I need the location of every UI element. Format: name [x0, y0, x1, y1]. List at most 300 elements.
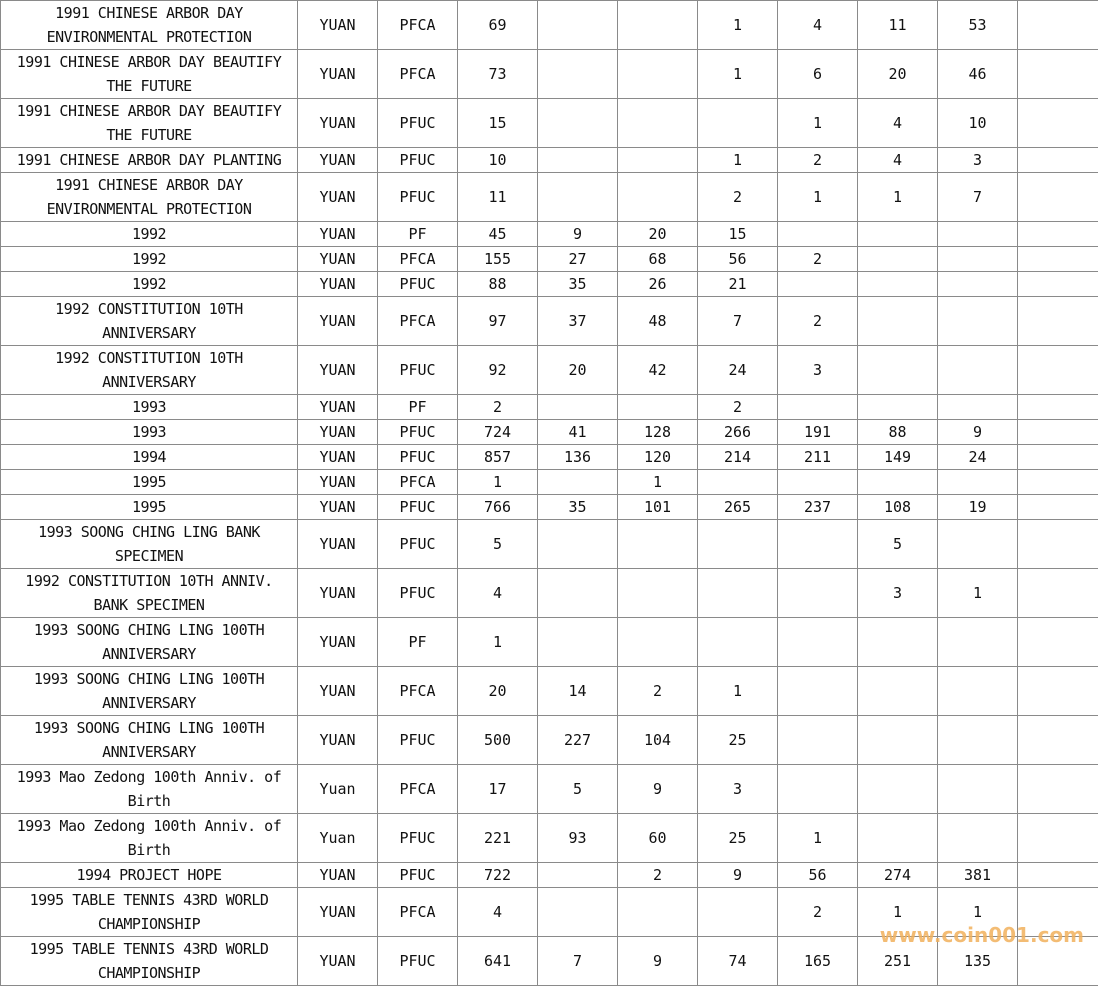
grade-cell: PFCA: [378, 470, 458, 495]
count-cell-2: 101: [618, 495, 698, 520]
count-cell-4: [778, 716, 858, 765]
name-cell: 1994 PROJECT HOPE: [1, 863, 298, 888]
count-cell-3: 25: [698, 716, 778, 765]
count-cell-6: [938, 470, 1018, 495]
unit-cell: YUAN: [298, 50, 378, 99]
total-cell: 500: [458, 716, 538, 765]
total-cell: 4: [458, 888, 538, 937]
count-cell-3: [698, 520, 778, 569]
count-cell-3: 9: [698, 863, 778, 888]
name-cell: 1991 CHINESE ARBOR DAY BEAUTIFY THE FUTURE: [1, 99, 298, 148]
count-cell-5: [858, 395, 938, 420]
grade-cell: PFUC: [378, 495, 458, 520]
count-cell-2: 9: [618, 937, 698, 986]
table-row: [1, 888, 1098, 937]
count-cell-2: 120: [618, 445, 698, 470]
count-cell-5: [858, 346, 938, 395]
table-row: [1, 470, 1098, 495]
count-cell-3: [698, 470, 778, 495]
grade-cell: PFUC: [378, 272, 458, 297]
count-cell-3: 21: [698, 272, 778, 297]
count-cell-4: 191: [778, 420, 858, 445]
name-cell: 1991 CHINESE ARBOR DAY BEAUTIFY THE FUTURE: [1, 50, 298, 99]
count-cell-2: [618, 395, 698, 420]
count-cell-5: 5: [858, 520, 938, 569]
count-cell-2: [618, 618, 698, 667]
name-cell: 1995: [1, 470, 298, 495]
grade-cell: PFUC: [378, 445, 458, 470]
count-cell-4: [778, 765, 858, 814]
count-cell-7: [1018, 99, 1098, 148]
count-cell-5: 88: [858, 420, 938, 445]
table-row: [1, 297, 1098, 346]
count-cell-1: 227: [538, 716, 618, 765]
name-cell: 1992 CONSTITUTION 10TH ANNIVERSARY: [1, 346, 298, 395]
grade-cell: PFUC: [378, 173, 458, 222]
count-cell-7: [1018, 667, 1098, 716]
count-cell-4: [778, 520, 858, 569]
count-cell-2: 2: [618, 863, 698, 888]
grade-cell: PFUC: [378, 148, 458, 173]
count-cell-2: [618, 888, 698, 937]
total-cell: 641: [458, 937, 538, 986]
unit-cell: YUAN: [298, 272, 378, 297]
unit-cell: YUAN: [298, 569, 378, 618]
count-cell-3: 1: [698, 148, 778, 173]
count-cell-4: 1: [778, 173, 858, 222]
count-cell-4: 2: [778, 297, 858, 346]
total-cell: 766: [458, 495, 538, 520]
table-row: [1, 618, 1098, 667]
count-cell-3: 25: [698, 814, 778, 863]
count-cell-2: 20: [618, 222, 698, 247]
count-cell-1: [538, 50, 618, 99]
count-cell-4: 1: [778, 99, 858, 148]
unit-cell: Yuan: [298, 814, 378, 863]
total-cell: 722: [458, 863, 538, 888]
count-cell-2: 104: [618, 716, 698, 765]
count-cell-1: [538, 148, 618, 173]
unit-cell: YUAN: [298, 420, 378, 445]
count-cell-6: 1: [938, 888, 1018, 937]
count-cell-4: 4: [778, 1, 858, 50]
table-row: [1, 148, 1098, 173]
count-cell-6: [938, 667, 1018, 716]
count-cell-3: 1: [698, 667, 778, 716]
count-cell-1: 7: [538, 937, 618, 986]
count-cell-5: [858, 716, 938, 765]
unit-cell: YUAN: [298, 148, 378, 173]
count-cell-4: [778, 618, 858, 667]
count-cell-7: [1018, 395, 1098, 420]
count-cell-5: 4: [858, 148, 938, 173]
count-cell-7: [1018, 346, 1098, 395]
count-cell-6: [938, 765, 1018, 814]
count-cell-5: [858, 297, 938, 346]
count-cell-2: [618, 148, 698, 173]
count-cell-1: [538, 470, 618, 495]
count-cell-6: [938, 297, 1018, 346]
count-cell-6: 3: [938, 148, 1018, 173]
count-cell-5: 108: [858, 495, 938, 520]
count-cell-1: [538, 520, 618, 569]
total-cell: 5: [458, 520, 538, 569]
count-cell-1: 35: [538, 272, 618, 297]
count-cell-6: [938, 395, 1018, 420]
grade-cell: PF: [378, 222, 458, 247]
unit-cell: Yuan: [298, 765, 378, 814]
total-cell: 155: [458, 247, 538, 272]
total-cell: 88: [458, 272, 538, 297]
name-cell: 1992: [1, 247, 298, 272]
count-cell-3: [698, 618, 778, 667]
count-cell-5: 149: [858, 445, 938, 470]
count-cell-1: [538, 863, 618, 888]
count-cell-4: 165: [778, 937, 858, 986]
count-cell-3: 1: [698, 1, 778, 50]
count-cell-2: 60: [618, 814, 698, 863]
table-row: [1, 420, 1098, 445]
count-cell-5: [858, 667, 938, 716]
name-cell: 1992 CONSTITUTION 10TH ANNIVERSARY: [1, 297, 298, 346]
count-cell-4: 2: [778, 247, 858, 272]
count-cell-7: [1018, 1, 1098, 50]
count-cell-7: [1018, 569, 1098, 618]
table-row: [1, 937, 1098, 986]
count-cell-6: [938, 272, 1018, 297]
total-cell: 857: [458, 445, 538, 470]
total-cell: 69: [458, 1, 538, 50]
grade-cell: PFUC: [378, 716, 458, 765]
count-cell-1: [538, 888, 618, 937]
total-cell: 724: [458, 420, 538, 445]
table-body: [1, 1, 1098, 986]
name-cell: 1992: [1, 222, 298, 247]
name-cell: 1993 Mao Zedong 100th Anniv. of Birth: [1, 814, 298, 863]
count-cell-7: [1018, 863, 1098, 888]
count-cell-2: 128: [618, 420, 698, 445]
count-cell-1: [538, 618, 618, 667]
count-cell-1: 20: [538, 346, 618, 395]
count-cell-6: 135: [938, 937, 1018, 986]
unit-cell: YUAN: [298, 863, 378, 888]
grade-cell: PFUC: [378, 863, 458, 888]
table-row: [1, 222, 1098, 247]
count-cell-7: [1018, 937, 1098, 986]
count-cell-1: [538, 569, 618, 618]
grade-cell: PFUC: [378, 569, 458, 618]
count-cell-6: 46: [938, 50, 1018, 99]
count-cell-7: [1018, 445, 1098, 470]
table-row: [1, 569, 1098, 618]
count-cell-2: 68: [618, 247, 698, 272]
count-cell-4: 211: [778, 445, 858, 470]
count-cell-6: 10: [938, 99, 1018, 148]
count-cell-3: 266: [698, 420, 778, 445]
count-cell-4: [778, 667, 858, 716]
unit-cell: YUAN: [298, 1, 378, 50]
table-row: [1, 814, 1098, 863]
total-cell: 92: [458, 346, 538, 395]
table-row: [1, 667, 1098, 716]
count-cell-6: 381: [938, 863, 1018, 888]
count-cell-2: 9: [618, 765, 698, 814]
count-cell-5: [858, 618, 938, 667]
unit-cell: YUAN: [298, 470, 378, 495]
count-cell-4: 2: [778, 148, 858, 173]
count-cell-2: [618, 173, 698, 222]
grade-cell: PFUC: [378, 420, 458, 445]
count-cell-3: 214: [698, 445, 778, 470]
count-cell-3: 24: [698, 346, 778, 395]
table-row: [1, 495, 1098, 520]
count-cell-7: [1018, 247, 1098, 272]
grade-cell: PFCA: [378, 247, 458, 272]
count-cell-6: [938, 716, 1018, 765]
count-cell-2: [618, 99, 698, 148]
count-cell-1: 35: [538, 495, 618, 520]
count-cell-3: [698, 569, 778, 618]
total-cell: 15: [458, 99, 538, 148]
count-cell-4: 237: [778, 495, 858, 520]
count-cell-7: [1018, 297, 1098, 346]
name-cell: 1991 CHINESE ARBOR DAY ENVIRONMENTAL PROTECTION: [1, 173, 298, 222]
count-cell-5: [858, 222, 938, 247]
grade-cell: PFUC: [378, 99, 458, 148]
count-cell-2: 1: [618, 470, 698, 495]
table-row: [1, 272, 1098, 297]
grade-cell: PFUC: [378, 937, 458, 986]
count-cell-6: [938, 618, 1018, 667]
count-cell-3: 2: [698, 173, 778, 222]
count-cell-3: 3: [698, 765, 778, 814]
count-cell-6: [938, 814, 1018, 863]
count-cell-4: 2: [778, 888, 858, 937]
unit-cell: YUAN: [298, 937, 378, 986]
count-cell-4: [778, 222, 858, 247]
count-cell-1: 5: [538, 765, 618, 814]
name-cell: 1993 SOONG CHING LING BANK SPECIMEN: [1, 520, 298, 569]
grade-cell: PF: [378, 395, 458, 420]
unit-cell: YUAN: [298, 888, 378, 937]
count-cell-5: 251: [858, 937, 938, 986]
count-cell-3: 265: [698, 495, 778, 520]
table-row: [1, 247, 1098, 272]
count-cell-6: 53: [938, 1, 1018, 50]
count-cell-1: 9: [538, 222, 618, 247]
total-cell: 2: [458, 395, 538, 420]
grade-cell: PFUC: [378, 346, 458, 395]
name-cell: 1993 SOONG CHING LING 100TH ANNIVERSARY: [1, 667, 298, 716]
count-cell-7: [1018, 888, 1098, 937]
name-cell: 1995 TABLE TENNIS 43RD WORLD CHAMPIONSHIP: [1, 937, 298, 986]
table-row: [1, 863, 1098, 888]
count-cell-7: [1018, 814, 1098, 863]
grade-cell: PFUC: [378, 814, 458, 863]
total-cell: 97: [458, 297, 538, 346]
count-cell-1: [538, 395, 618, 420]
unit-cell: YUAN: [298, 495, 378, 520]
count-cell-3: [698, 99, 778, 148]
grade-cell: PFCA: [378, 1, 458, 50]
count-cell-2: [618, 1, 698, 50]
count-cell-5: 1: [858, 173, 938, 222]
name-cell: 1994: [1, 445, 298, 470]
count-cell-7: [1018, 50, 1098, 99]
unit-cell: YUAN: [298, 173, 378, 222]
count-cell-4: 56: [778, 863, 858, 888]
count-cell-5: 4: [858, 99, 938, 148]
unit-cell: YUAN: [298, 247, 378, 272]
count-cell-2: [618, 520, 698, 569]
count-cell-1: 41: [538, 420, 618, 445]
unit-cell: YUAN: [298, 395, 378, 420]
grade-cell: PFCA: [378, 297, 458, 346]
count-cell-7: [1018, 420, 1098, 445]
grade-cell: PF: [378, 618, 458, 667]
count-cell-5: [858, 272, 938, 297]
count-cell-3: [698, 888, 778, 937]
count-cell-3: 56: [698, 247, 778, 272]
count-cell-7: [1018, 222, 1098, 247]
count-cell-3: 74: [698, 937, 778, 986]
total-cell: 221: [458, 814, 538, 863]
count-cell-6: 7: [938, 173, 1018, 222]
count-cell-7: [1018, 272, 1098, 297]
count-cell-5: [858, 814, 938, 863]
count-cell-3: 2: [698, 395, 778, 420]
count-cell-3: 1: [698, 50, 778, 99]
count-cell-1: 93: [538, 814, 618, 863]
total-cell: 17: [458, 765, 538, 814]
grade-cell: PFCA: [378, 50, 458, 99]
count-cell-6: [938, 222, 1018, 247]
count-cell-7: [1018, 470, 1098, 495]
name-cell: 1995: [1, 495, 298, 520]
total-cell: 10: [458, 148, 538, 173]
count-cell-6: [938, 247, 1018, 272]
name-cell: 1992: [1, 272, 298, 297]
count-cell-7: [1018, 495, 1098, 520]
count-cell-1: [538, 99, 618, 148]
count-cell-1: 136: [538, 445, 618, 470]
count-cell-6: 1: [938, 569, 1018, 618]
name-cell: 1992 CONSTITUTION 10TH ANNIV. BANK SPECIMEN: [1, 569, 298, 618]
count-cell-5: [858, 247, 938, 272]
count-cell-5: 1: [858, 888, 938, 937]
total-cell: 4: [458, 569, 538, 618]
count-cell-6: 24: [938, 445, 1018, 470]
count-cell-4: [778, 272, 858, 297]
table-row: [1, 50, 1098, 99]
count-cell-5: [858, 765, 938, 814]
count-cell-6: [938, 346, 1018, 395]
count-cell-1: 37: [538, 297, 618, 346]
grade-cell: PFUC: [378, 520, 458, 569]
count-cell-7: [1018, 173, 1098, 222]
grade-cell: PFCA: [378, 765, 458, 814]
count-cell-2: 2: [618, 667, 698, 716]
count-cell-7: [1018, 520, 1098, 569]
unit-cell: YUAN: [298, 222, 378, 247]
total-cell: 20: [458, 667, 538, 716]
count-cell-1: 27: [538, 247, 618, 272]
grade-cell: PFCA: [378, 888, 458, 937]
total-cell: 1: [458, 618, 538, 667]
name-cell: 1993: [1, 395, 298, 420]
count-cell-2: 26: [618, 272, 698, 297]
count-cell-2: 48: [618, 297, 698, 346]
count-cell-1: 14: [538, 667, 618, 716]
unit-cell: YUAN: [298, 346, 378, 395]
table-row: [1, 716, 1098, 765]
count-cell-3: 7: [698, 297, 778, 346]
count-cell-6: 19: [938, 495, 1018, 520]
count-cell-2: [618, 569, 698, 618]
table-row: [1, 346, 1098, 395]
total-cell: 11: [458, 173, 538, 222]
count-cell-4: [778, 470, 858, 495]
watermark: www.coin001.com: [880, 923, 1084, 947]
table-row: [1, 445, 1098, 470]
table-row: [1, 173, 1098, 222]
table-row: [1, 765, 1098, 814]
unit-cell: YUAN: [298, 716, 378, 765]
count-cell-7: [1018, 618, 1098, 667]
name-cell: 1993 Mao Zedong 100th Anniv. of Birth: [1, 765, 298, 814]
count-cell-6: 9: [938, 420, 1018, 445]
name-cell: 1993: [1, 420, 298, 445]
total-cell: 1: [458, 470, 538, 495]
unit-cell: YUAN: [298, 99, 378, 148]
name-cell: 1993 SOONG CHING LING 100TH ANNIVERSARY: [1, 618, 298, 667]
name-cell: 1993 SOONG CHING LING 100TH ANNIVERSARY: [1, 716, 298, 765]
count-cell-4: 3: [778, 346, 858, 395]
count-cell-5: [858, 470, 938, 495]
unit-cell: YUAN: [298, 520, 378, 569]
name-cell: 1995 TABLE TENNIS 43RD WORLD CHAMPIONSHIP: [1, 888, 298, 937]
unit-cell: YUAN: [298, 445, 378, 470]
count-cell-5: 11: [858, 1, 938, 50]
total-cell: 45: [458, 222, 538, 247]
count-cell-2: [618, 50, 698, 99]
count-cell-3: 15: [698, 222, 778, 247]
count-cell-5: 3: [858, 569, 938, 618]
count-cell-4: [778, 569, 858, 618]
count-cell-2: 42: [618, 346, 698, 395]
count-cell-4: [778, 395, 858, 420]
count-cell-7: [1018, 716, 1098, 765]
count-cell-1: [538, 1, 618, 50]
table-row: [1, 1, 1098, 50]
name-cell: 1991 CHINESE ARBOR DAY PLANTING: [1, 148, 298, 173]
count-cell-5: 20: [858, 50, 938, 99]
table-row: [1, 395, 1098, 420]
count-cell-6: [938, 520, 1018, 569]
unit-cell: YUAN: [298, 618, 378, 667]
table-row: [1, 99, 1098, 148]
count-cell-1: [538, 173, 618, 222]
unit-cell: YUAN: [298, 667, 378, 716]
count-cell-7: [1018, 148, 1098, 173]
count-cell-4: 6: [778, 50, 858, 99]
count-cell-4: 1: [778, 814, 858, 863]
grade-cell: PFCA: [378, 667, 458, 716]
count-cell-7: [1018, 765, 1098, 814]
unit-cell: YUAN: [298, 297, 378, 346]
total-cell: 73: [458, 50, 538, 99]
name-cell: 1991 CHINESE ARBOR DAY ENVIRONMENTAL PROTECTION: [1, 1, 298, 50]
